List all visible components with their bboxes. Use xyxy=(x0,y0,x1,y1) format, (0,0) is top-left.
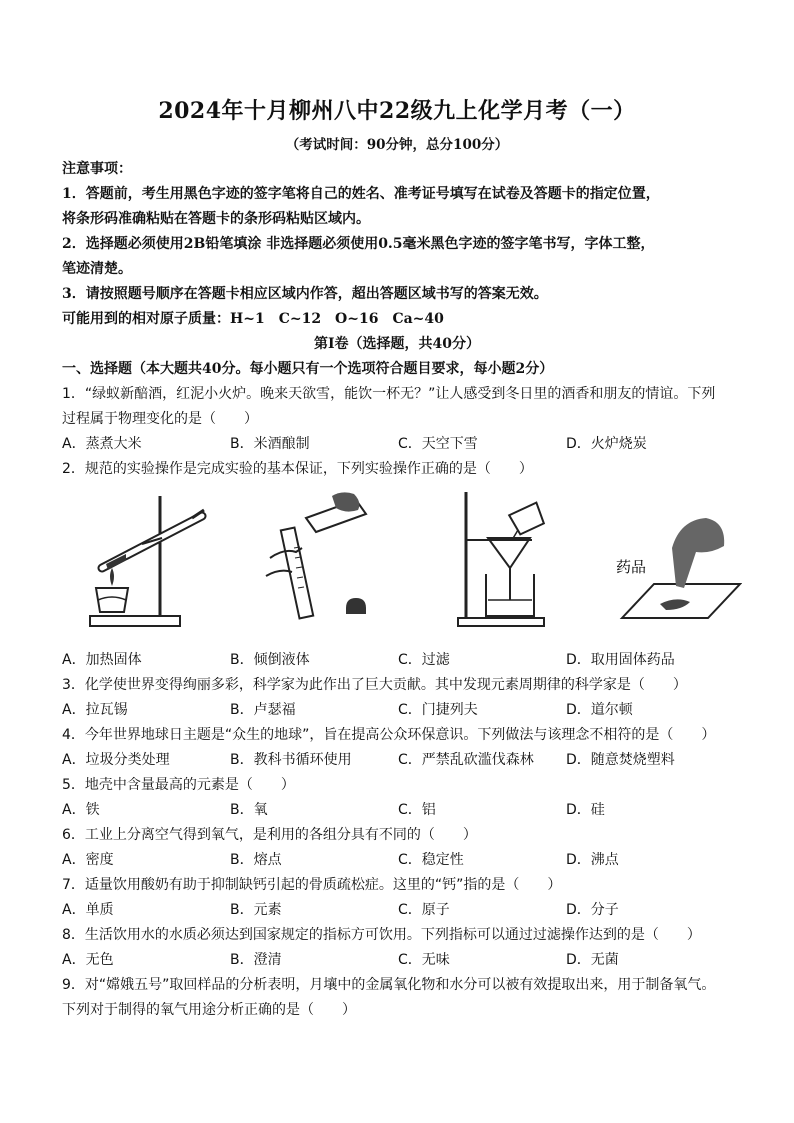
question-6: 6．工业上分离空气得到氧气，是利用的各组分具有不同的（ ） xyxy=(62,827,477,843)
option-d: D．无菌 xyxy=(566,952,619,968)
question-9-line-2: 下列对于制得的氧气用途分析正确的是（ ） xyxy=(62,1002,356,1018)
option-b: B．元素 xyxy=(230,902,282,918)
question-9-line-1: 9．对“嫦娥五号”取回样品的分析表明，月壤中的金属氧化物和水分可以被有效提取出来，用于制备氧气。 xyxy=(62,977,716,993)
option-d: D．道尔顿 xyxy=(566,702,633,718)
option-b: B．米酒酿制 xyxy=(230,436,310,452)
note-1-line-1: 1．答题前，考生用黑色字迹的签字笔将自己的姓名、准考证号填写在试卷及答题卡的指定位置， xyxy=(62,186,660,202)
notes-heading: 注意事项： xyxy=(62,161,132,177)
option-d: D．火炉烧炭 xyxy=(566,436,647,452)
option-b: B．卢瑟福 xyxy=(230,702,296,718)
question-4: 4．今年世界地球日主题是“众生的地球”，旨在提高公众环保意识。下列做法与该理念不相符的是（ ） xyxy=(62,727,716,743)
reagent-label: 药品 xyxy=(616,558,647,576)
question-3: 3．化学使世界变得绚丽多彩，科学家为此作出了巨大贡献。其中发现元素周期律的科学家是（ ） xyxy=(62,677,687,693)
option-a: A．铁 xyxy=(62,802,100,818)
heating-solid-figure xyxy=(82,488,207,630)
option-a: A．无色 xyxy=(62,952,114,968)
note-3: 3．请按照题号顺序在答题卡相应区域内作答，超出答题区域书写的答案无效。 xyxy=(62,286,548,302)
option-d: D．分子 xyxy=(566,902,619,918)
section-heading: 一、选择题（本大题共40分。每小题只有一个选项符合题目要求，每小题2分） xyxy=(62,361,554,377)
option-a: A．蒸煮大米 xyxy=(62,436,142,452)
option-a: A．加热固体 xyxy=(62,652,142,668)
option-a: A．拉瓦锡 xyxy=(62,702,128,718)
option-c: C．原子 xyxy=(398,902,450,918)
option-a: A．垃圾分类处理 xyxy=(62,752,170,768)
exam-subtitle: （考试时间：90分钟，总分100分） xyxy=(285,137,509,153)
option-c: C．稳定性 xyxy=(398,852,464,868)
taking-solid-figure xyxy=(610,488,742,630)
option-c: C．无味 xyxy=(398,952,450,968)
option-c: C．过滤 xyxy=(398,652,450,668)
option-c: C．天空下雪 xyxy=(398,436,478,452)
option-a: A．单质 xyxy=(62,902,114,918)
pouring-liquid-figure xyxy=(262,488,387,630)
option-d: D．沸点 xyxy=(566,852,619,868)
option-c: C．门捷列夫 xyxy=(398,702,478,718)
question-1-line-1: 1．“绿蚁新醅酒，红泥小火炉。晚来天欲雪，能饮一杯无？”让人感受到冬日里的酒香和朋友的情谊。下列 xyxy=(62,386,716,402)
option-b: B．熔点 xyxy=(230,852,282,868)
filtration-figure xyxy=(452,488,577,630)
option-d: D．硅 xyxy=(566,802,605,818)
option-b: B．氧 xyxy=(230,802,268,818)
option-d: D．随意焚烧塑料 xyxy=(566,752,675,768)
question-2: 2．规范的实验操作是完成实验的基本保证，下列实验操作正确的是（ ） xyxy=(62,461,533,477)
note-1-line-2: 将条形码准确粘贴在答题卡的条形码粘贴区域内。 xyxy=(62,211,370,227)
exam-title: 2024年十月柳州八中22级九上化学月考（一） xyxy=(158,98,636,124)
question-2-figures xyxy=(62,488,742,638)
question-1-line-2: 过程属于物理变化的是（ ） xyxy=(62,411,258,427)
option-a: A．密度 xyxy=(62,852,114,868)
option-d: D．取用固体药品 xyxy=(566,652,675,668)
question-8: 8．生活饮用水的水质必须达到国家规定的指标方可饮用。下列指标可以通过过滤操作达到的是（ ） xyxy=(62,927,701,943)
option-b: B．教科书循环使用 xyxy=(230,752,352,768)
option-c: C．铝 xyxy=(398,802,436,818)
option-b: B．澄清 xyxy=(230,952,282,968)
note-2-line-1: 2．选择题必须使用2B铅笔填涂 非选择题必须使用0.5毫米黑色字迹的签字笔书写，字体工整， xyxy=(62,236,655,252)
note-2-line-2: 笔迹清楚。 xyxy=(62,261,132,277)
option-b: B．倾倒液体 xyxy=(230,652,310,668)
option-c: C．严禁乱砍滥伐森林 xyxy=(398,752,534,768)
question-5: 5．地壳中含量最高的元素是（ ） xyxy=(62,777,295,793)
volume-heading: 第Ⅰ卷（选择题，共40分） xyxy=(313,336,481,352)
question-7: 7．适量饮用酸奶有助于抑制缺钙引起的骨质疏松症。这里的“钙”指的是（ ） xyxy=(62,877,562,893)
atomic-masses: 可能用到的相对原子质量：H~1 C~12 O~16 Ca~40 xyxy=(62,311,444,327)
